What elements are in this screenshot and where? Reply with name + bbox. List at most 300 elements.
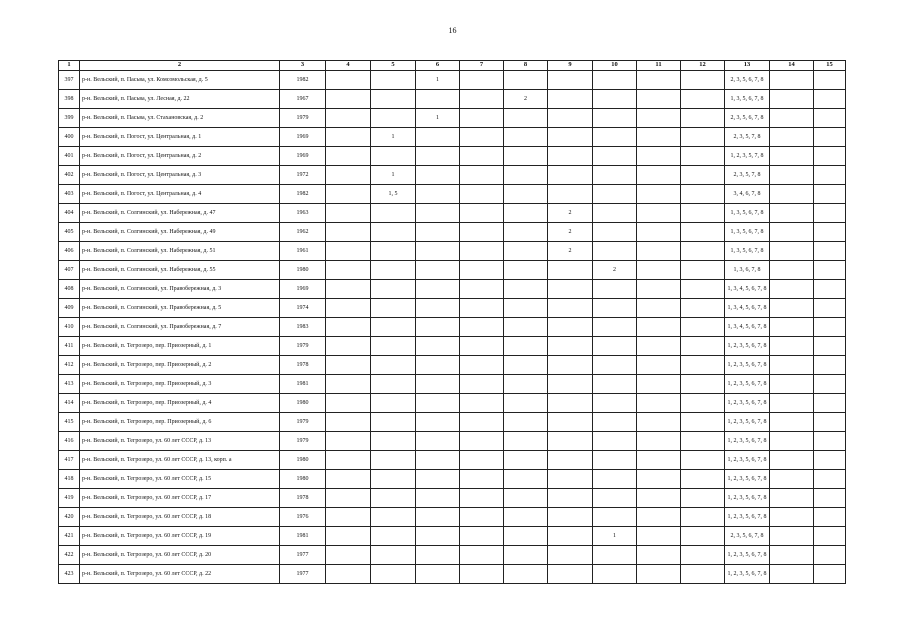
- table-cell-col-10: [593, 470, 637, 489]
- table-row: [59, 508, 846, 527]
- table-cell-col-10: [593, 166, 637, 185]
- table-cell-col-13: 1, 3, 4, 5, 6, 7, 8: [725, 280, 770, 299]
- table-cell-col-2: р-н. Вельский, п. Солгинский, ул. Правобережная, д. 5: [80, 299, 280, 318]
- table-cell-col-3: 1963: [280, 204, 326, 223]
- table-cell-col-12: [681, 166, 725, 185]
- table-cell-col-5: [371, 204, 416, 223]
- table-cell-col-12: [681, 90, 725, 109]
- table-cell-col-4: [326, 527, 371, 546]
- table-cell-col-6: [416, 375, 460, 394]
- table-cell-col-9: [548, 356, 593, 375]
- table-cell-col-5: [371, 394, 416, 413]
- table-cell-col-14: [770, 432, 814, 451]
- table-cell-col-3: 1981: [280, 375, 326, 394]
- table-cell-col-6: [416, 451, 460, 470]
- table-cell-col-8: [504, 546, 548, 565]
- table-cell-col-4: [326, 451, 371, 470]
- table-cell-col-8: [504, 147, 548, 166]
- table-cell-col-10: [593, 299, 637, 318]
- table-cell-col-11: [637, 147, 681, 166]
- table-cell-col-4: [326, 90, 371, 109]
- table-row: [59, 128, 846, 147]
- table-cell-col-4: [326, 546, 371, 565]
- table-cell-col-6: [416, 223, 460, 242]
- table-row: [59, 71, 846, 90]
- table-cell-col-8: [504, 565, 548, 584]
- table-cell-col-15: [814, 223, 846, 242]
- table-cell-col-12: [681, 546, 725, 565]
- table-cell-col-4: [326, 394, 371, 413]
- table-cell-col-3: 1980: [280, 451, 326, 470]
- table-cell-col-11: [637, 318, 681, 337]
- table-row: [59, 223, 846, 242]
- table-cell-col-1: 405: [59, 223, 80, 242]
- table-cell-col-5: [371, 280, 416, 299]
- table-cell-col-1: 399: [59, 109, 80, 128]
- table-cell-col-4: [326, 432, 371, 451]
- table-cell-col-2: р-н. Вельский, п. Тегрозеро, ул. 60 лет СССР, д. 13, корп. а: [80, 451, 280, 470]
- table-cell-col-13: 1, 2, 3, 5, 6, 7, 8: [725, 546, 770, 565]
- table-cell-col-6: [416, 527, 460, 546]
- table-cell-col-3: 1972: [280, 166, 326, 185]
- table-cell-col-14: [770, 71, 814, 90]
- table-cell-col-10: [593, 375, 637, 394]
- table-cell-col-15: [814, 147, 846, 166]
- table-cell-col-1: 404: [59, 204, 80, 223]
- table-cell-col-15: [814, 261, 846, 280]
- table-row: [59, 90, 846, 109]
- table-cell-col-7: [460, 223, 504, 242]
- table-cell-col-10: [593, 489, 637, 508]
- table-cell-col-4: [326, 71, 371, 90]
- table-cell-col-3: 1961: [280, 242, 326, 261]
- table-row: [59, 204, 846, 223]
- table-row: [59, 489, 846, 508]
- table-cell-col-5: [371, 432, 416, 451]
- table-cell-col-8: [504, 128, 548, 147]
- table-cell-col-12: [681, 432, 725, 451]
- table-cell-col-3: 1982: [280, 185, 326, 204]
- table-cell-col-10: [593, 394, 637, 413]
- table-cell-col-7: [460, 356, 504, 375]
- table-cell-col-1: 423: [59, 565, 80, 584]
- table-cell-col-9: [548, 337, 593, 356]
- table-cell-col-7: [460, 451, 504, 470]
- table-cell-col-14: [770, 261, 814, 280]
- table-cell-col-13: 1, 2, 3, 5, 6, 7, 8: [725, 508, 770, 527]
- table-cell-col-14: [770, 223, 814, 242]
- table-cell-col-6: [416, 299, 460, 318]
- table-cell-col-2: р-н. Вельский, п. Солгинский, ул. Набережная, д. 55: [80, 261, 280, 280]
- table-cell-col-4: [326, 356, 371, 375]
- table-cell-col-4: [326, 318, 371, 337]
- table-cell-col-12: [681, 413, 725, 432]
- table-cell-col-13: 2, 3, 5, 6, 7, 8: [725, 527, 770, 546]
- table-cell-col-12: [681, 280, 725, 299]
- table-cell-col-14: [770, 527, 814, 546]
- table-cell-col-14: [770, 546, 814, 565]
- table-cell-col-3: 1981: [280, 527, 326, 546]
- table-cell-col-15: [814, 128, 846, 147]
- table-cell-col-12: [681, 109, 725, 128]
- table-cell-col-15: [814, 413, 846, 432]
- table-cell-col-7: [460, 489, 504, 508]
- table-cell-col-3: 1967: [280, 90, 326, 109]
- table-cell-col-3: 1982: [280, 71, 326, 90]
- table-cell-col-5: [371, 261, 416, 280]
- table-cell-col-7: [460, 261, 504, 280]
- table-cell-col-6: [416, 166, 460, 185]
- table-cell-col-4: [326, 413, 371, 432]
- table-cell-col-8: [504, 356, 548, 375]
- table-cell-col-13: 1, 3, 4, 5, 6, 7, 8: [725, 318, 770, 337]
- table-cell-col-14: [770, 470, 814, 489]
- table-cell-col-2: р-н. Вельский, п. Тегрозеро, пер. Приозерный, д. 2: [80, 356, 280, 375]
- table-cell-col-4: [326, 223, 371, 242]
- table-cell-col-7: [460, 185, 504, 204]
- table-cell-col-13: 3, 4, 6, 7, 8: [725, 185, 770, 204]
- table-cell-col-5: [371, 451, 416, 470]
- table-cell-col-2: р-н. Вельский, п. Тегрозеро, ул. 60 лет СССР, д. 18: [80, 508, 280, 527]
- table-cell-col-6: [416, 394, 460, 413]
- table-cell-col-11: [637, 337, 681, 356]
- table-cell-col-7: [460, 413, 504, 432]
- table-cell-col-10: [593, 280, 637, 299]
- table-cell-col-5: [371, 90, 416, 109]
- table-cell-col-13: 1, 2, 3, 5, 7, 8: [725, 147, 770, 166]
- table-cell-col-11: [637, 166, 681, 185]
- table-cell-col-3: 1980: [280, 261, 326, 280]
- table-cell-col-15: [814, 565, 846, 584]
- table-cell-col-15: [814, 204, 846, 223]
- table-cell-col-5: [371, 413, 416, 432]
- table-cell-col-4: [326, 470, 371, 489]
- table-cell-col-15: [814, 337, 846, 356]
- table-cell-col-8: 2: [504, 90, 548, 109]
- table-cell-col-2: р-н. Вельский, п. Пасьва, ул. Стахановская, д. 2: [80, 109, 280, 128]
- table-cell-col-10: [593, 128, 637, 147]
- table-cell-col-8: [504, 451, 548, 470]
- table-cell-col-6: [416, 356, 460, 375]
- table-cell-col-14: [770, 90, 814, 109]
- table-cell-col-12: [681, 223, 725, 242]
- table-cell-col-15: [814, 470, 846, 489]
- table-cell-col-15: [814, 185, 846, 204]
- table-cell-col-15: [814, 432, 846, 451]
- table-cell-col-12: [681, 147, 725, 166]
- table-cell-col-12: [681, 71, 725, 90]
- table-cell-col-7: [460, 90, 504, 109]
- table-cell-col-2: р-н. Вельский, п. Солгинский, ул. Набережная, д. 49: [80, 223, 280, 242]
- table-cell-col-7: [460, 337, 504, 356]
- column-header-13: 13: [725, 61, 770, 71]
- table-row: [59, 565, 846, 584]
- table-row: [59, 185, 846, 204]
- table-cell-col-8: [504, 261, 548, 280]
- table-cell-col-3: 1974: [280, 299, 326, 318]
- table-cell-col-10: [593, 109, 637, 128]
- table-cell-col-9: 2: [548, 204, 593, 223]
- table-cell-col-1: 398: [59, 90, 80, 109]
- table-cell-col-10: [593, 356, 637, 375]
- table-cell-col-5: [371, 470, 416, 489]
- table-cell-col-2: р-н. Вельский, п. Пасьва, ул. Лесная, д. 22: [80, 90, 280, 109]
- table-cell-col-11: [637, 185, 681, 204]
- table-cell-col-1: 422: [59, 546, 80, 565]
- table-cell-col-2: р-н. Вельский, п. Тегрозеро, ул. 60 лет СССР, д. 20: [80, 546, 280, 565]
- table-cell-col-1: 410: [59, 318, 80, 337]
- table-body: [59, 71, 846, 584]
- table-row: [59, 527, 846, 546]
- table-cell-col-13: 1, 2, 3, 5, 6, 7, 8: [725, 356, 770, 375]
- table-cell-col-4: [326, 204, 371, 223]
- table-cell-col-12: [681, 337, 725, 356]
- column-header-8: 8: [504, 61, 548, 71]
- table-cell-col-9: [548, 128, 593, 147]
- table-cell-col-4: [326, 166, 371, 185]
- table-cell-col-1: 416: [59, 432, 80, 451]
- table-cell-col-10: [593, 147, 637, 166]
- table-cell-col-12: [681, 375, 725, 394]
- table-cell-col-14: [770, 242, 814, 261]
- table-cell-col-15: [814, 109, 846, 128]
- table-row: [59, 242, 846, 261]
- table-cell-col-14: [770, 565, 814, 584]
- table-cell-col-1: 417: [59, 451, 80, 470]
- table-cell-col-1: 401: [59, 147, 80, 166]
- table-cell-col-1: 415: [59, 413, 80, 432]
- table-cell-col-5: 1: [371, 128, 416, 147]
- table-cell-col-9: [548, 185, 593, 204]
- table-cell-col-13: 1, 3, 5, 6, 7, 8: [725, 204, 770, 223]
- table-cell-col-5: [371, 242, 416, 261]
- table-cell-col-9: [548, 451, 593, 470]
- table-cell-col-15: [814, 356, 846, 375]
- table-cell-col-15: [814, 71, 846, 90]
- table-cell-col-14: [770, 489, 814, 508]
- table-cell-col-10: [593, 508, 637, 527]
- table-cell-col-10: [593, 242, 637, 261]
- table-cell-col-8: [504, 413, 548, 432]
- table-cell-col-13: 1, 2, 3, 5, 6, 7, 8: [725, 375, 770, 394]
- column-header-10: 10: [593, 61, 637, 71]
- table-cell-col-12: [681, 204, 725, 223]
- page-number: 16: [448, 26, 457, 35]
- table-cell-col-7: [460, 432, 504, 451]
- table-cell-col-2: р-н. Вельский, п. Тегрозеро, ул. 60 лет СССР, д. 19: [80, 527, 280, 546]
- table-row: [59, 394, 846, 413]
- table-cell-col-9: [548, 375, 593, 394]
- table-cell-col-3: 1983: [280, 318, 326, 337]
- table-cell-col-3: 1977: [280, 565, 326, 584]
- table-cell-col-3: 1969: [280, 128, 326, 147]
- table-cell-col-9: [548, 299, 593, 318]
- table-cell-col-1: 419: [59, 489, 80, 508]
- table-cell-col-7: [460, 508, 504, 527]
- table-cell-col-3: 1976: [280, 508, 326, 527]
- table-cell-col-15: [814, 375, 846, 394]
- table-cell-col-14: [770, 299, 814, 318]
- table-cell-col-8: [504, 394, 548, 413]
- table-cell-col-12: [681, 508, 725, 527]
- table-row: [59, 318, 846, 337]
- table-cell-col-7: [460, 375, 504, 394]
- data-table: [58, 60, 846, 584]
- table-cell-col-8: [504, 337, 548, 356]
- table-cell-col-7: [460, 109, 504, 128]
- table-cell-col-1: 414: [59, 394, 80, 413]
- table-cell-col-2: р-н. Вельский, п. Пасьва, ул. Комсомольская, д. 5: [80, 71, 280, 90]
- table-cell-col-5: [371, 508, 416, 527]
- table-cell-col-4: [326, 489, 371, 508]
- table-cell-col-10: [593, 71, 637, 90]
- table-cell-col-9: 2: [548, 242, 593, 261]
- table-cell-col-13: 2, 3, 5, 6, 7, 8: [725, 71, 770, 90]
- table-cell-col-8: [504, 432, 548, 451]
- table-cell-col-5: [371, 147, 416, 166]
- table-cell-col-7: [460, 394, 504, 413]
- table-cell-col-9: [548, 109, 593, 128]
- table-cell-col-5: [371, 299, 416, 318]
- table-cell-col-5: [371, 71, 416, 90]
- table-cell-col-9: [548, 432, 593, 451]
- table-cell-col-2: р-н. Вельский, п. Тегрозеро, пер. Приозерный, д. 4: [80, 394, 280, 413]
- table-cell-col-10: [593, 90, 637, 109]
- table-cell-col-4: [326, 261, 371, 280]
- table-cell-col-15: [814, 394, 846, 413]
- table-cell-col-15: [814, 318, 846, 337]
- table-row: [59, 147, 846, 166]
- table-cell-col-5: 1: [371, 166, 416, 185]
- table-cell-col-14: [770, 128, 814, 147]
- table-cell-col-10: [593, 318, 637, 337]
- table-cell-col-2: р-н. Вельский, п. Погост, ул. Центральная, д. 1: [80, 128, 280, 147]
- table-cell-col-11: [637, 128, 681, 147]
- column-header-9: 9: [548, 61, 593, 71]
- table-cell-col-11: [637, 280, 681, 299]
- table-cell-col-9: [548, 166, 593, 185]
- table-row: [59, 546, 846, 565]
- table-cell-col-5: [371, 356, 416, 375]
- table-cell-col-14: [770, 280, 814, 299]
- table-cell-col-14: [770, 451, 814, 470]
- table-cell-col-8: [504, 71, 548, 90]
- table-cell-col-12: [681, 356, 725, 375]
- table-cell-col-1: 411: [59, 337, 80, 356]
- table-cell-col-8: [504, 470, 548, 489]
- table-cell-col-5: [371, 318, 416, 337]
- table-cell-col-3: 1969: [280, 280, 326, 299]
- table-cell-col-10: 2: [593, 261, 637, 280]
- table-cell-col-2: р-н. Вельский, п. Погост, ул. Центральная, д. 4: [80, 185, 280, 204]
- table-cell-col-7: [460, 299, 504, 318]
- table-cell-col-8: [504, 489, 548, 508]
- table-cell-col-4: [326, 375, 371, 394]
- table-cell-col-8: [504, 527, 548, 546]
- table-cell-col-8: [504, 166, 548, 185]
- table-cell-col-1: 407: [59, 261, 80, 280]
- table-cell-col-15: [814, 299, 846, 318]
- table-cell-col-13: 1, 2, 3, 5, 6, 7, 8: [725, 451, 770, 470]
- table-cell-col-14: [770, 204, 814, 223]
- table-cell-col-6: [416, 413, 460, 432]
- table-cell-col-4: [326, 299, 371, 318]
- table-cell-col-9: [548, 394, 593, 413]
- table-cell-col-10: [593, 413, 637, 432]
- table-cell-col-7: [460, 565, 504, 584]
- table-cell-col-12: [681, 470, 725, 489]
- table-cell-col-15: [814, 546, 846, 565]
- table-cell-col-2: р-н. Вельский, п. Тегрозеро, ул. 60 лет СССР, д. 15: [80, 470, 280, 489]
- table-cell-col-14: [770, 413, 814, 432]
- column-header-14: 14: [770, 61, 814, 71]
- table-cell-col-3: 1978: [280, 356, 326, 375]
- table-cell-col-2: р-н. Вельский, п. Солгинский, ул. Набережная, д. 51: [80, 242, 280, 261]
- table-cell-col-15: [814, 508, 846, 527]
- table-cell-col-11: [637, 394, 681, 413]
- table-cell-col-7: [460, 470, 504, 489]
- table-cell-col-7: [460, 147, 504, 166]
- table-cell-col-7: [460, 527, 504, 546]
- table-cell-col-5: [371, 489, 416, 508]
- table-cell-col-5: [371, 565, 416, 584]
- table-cell-col-4: [326, 242, 371, 261]
- table-cell-col-2: р-н. Вельский, п. Погост, ул. Центральная, д. 2: [80, 147, 280, 166]
- table-cell-col-4: [326, 565, 371, 584]
- table-cell-col-2: р-н. Вельский, п. Тегрозеро, ул. 60 лет СССР, д. 13: [80, 432, 280, 451]
- column-header-7: 7: [460, 61, 504, 71]
- table-cell-col-5: [371, 546, 416, 565]
- table-cell-col-13: 1, 2, 3, 5, 6, 7, 8: [725, 432, 770, 451]
- table-cell-col-7: [460, 318, 504, 337]
- table-cell-col-13: 1, 2, 3, 5, 6, 7, 8: [725, 565, 770, 584]
- table-cell-col-5: [371, 109, 416, 128]
- table-cell-col-1: 412: [59, 356, 80, 375]
- table-cell-col-1: 413: [59, 375, 80, 394]
- table-cell-col-3: 1979: [280, 413, 326, 432]
- table-cell-col-5: 1, 5: [371, 185, 416, 204]
- table-cell-col-8: [504, 280, 548, 299]
- table-cell-col-15: [814, 280, 846, 299]
- table-cell-col-14: [770, 318, 814, 337]
- column-header-15: 15: [814, 61, 846, 71]
- table-cell-col-13: 1, 2, 3, 5, 6, 7, 8: [725, 337, 770, 356]
- table-cell-col-11: [637, 71, 681, 90]
- table-cell-col-1: 418: [59, 470, 80, 489]
- table-cell-col-6: 1: [416, 71, 460, 90]
- table-cell-col-13: 1, 2, 3, 5, 6, 7, 8: [725, 413, 770, 432]
- table-cell-col-12: [681, 565, 725, 584]
- table-cell-col-8: [504, 223, 548, 242]
- table-cell-col-6: [416, 280, 460, 299]
- table-cell-col-10: [593, 565, 637, 584]
- table-cell-col-12: [681, 394, 725, 413]
- table-cell-col-2: р-н. Вельский, п. Солгинский, ул. Правобережная, д. 7: [80, 318, 280, 337]
- table-cell-col-8: [504, 318, 548, 337]
- table-cell-col-12: [681, 128, 725, 147]
- table-row: [59, 109, 846, 128]
- table-row: [59, 356, 846, 375]
- table-cell-col-3: 1979: [280, 337, 326, 356]
- table-cell-col-3: 1969: [280, 147, 326, 166]
- table-cell-col-7: [460, 71, 504, 90]
- table-cell-col-9: 2: [548, 223, 593, 242]
- table-cell-col-11: [637, 204, 681, 223]
- table-cell-col-13: 1, 2, 3, 5, 6, 7, 8: [725, 470, 770, 489]
- column-header-1: 1: [59, 61, 80, 71]
- table-cell-col-6: [416, 147, 460, 166]
- table-cell-col-3: 1977: [280, 546, 326, 565]
